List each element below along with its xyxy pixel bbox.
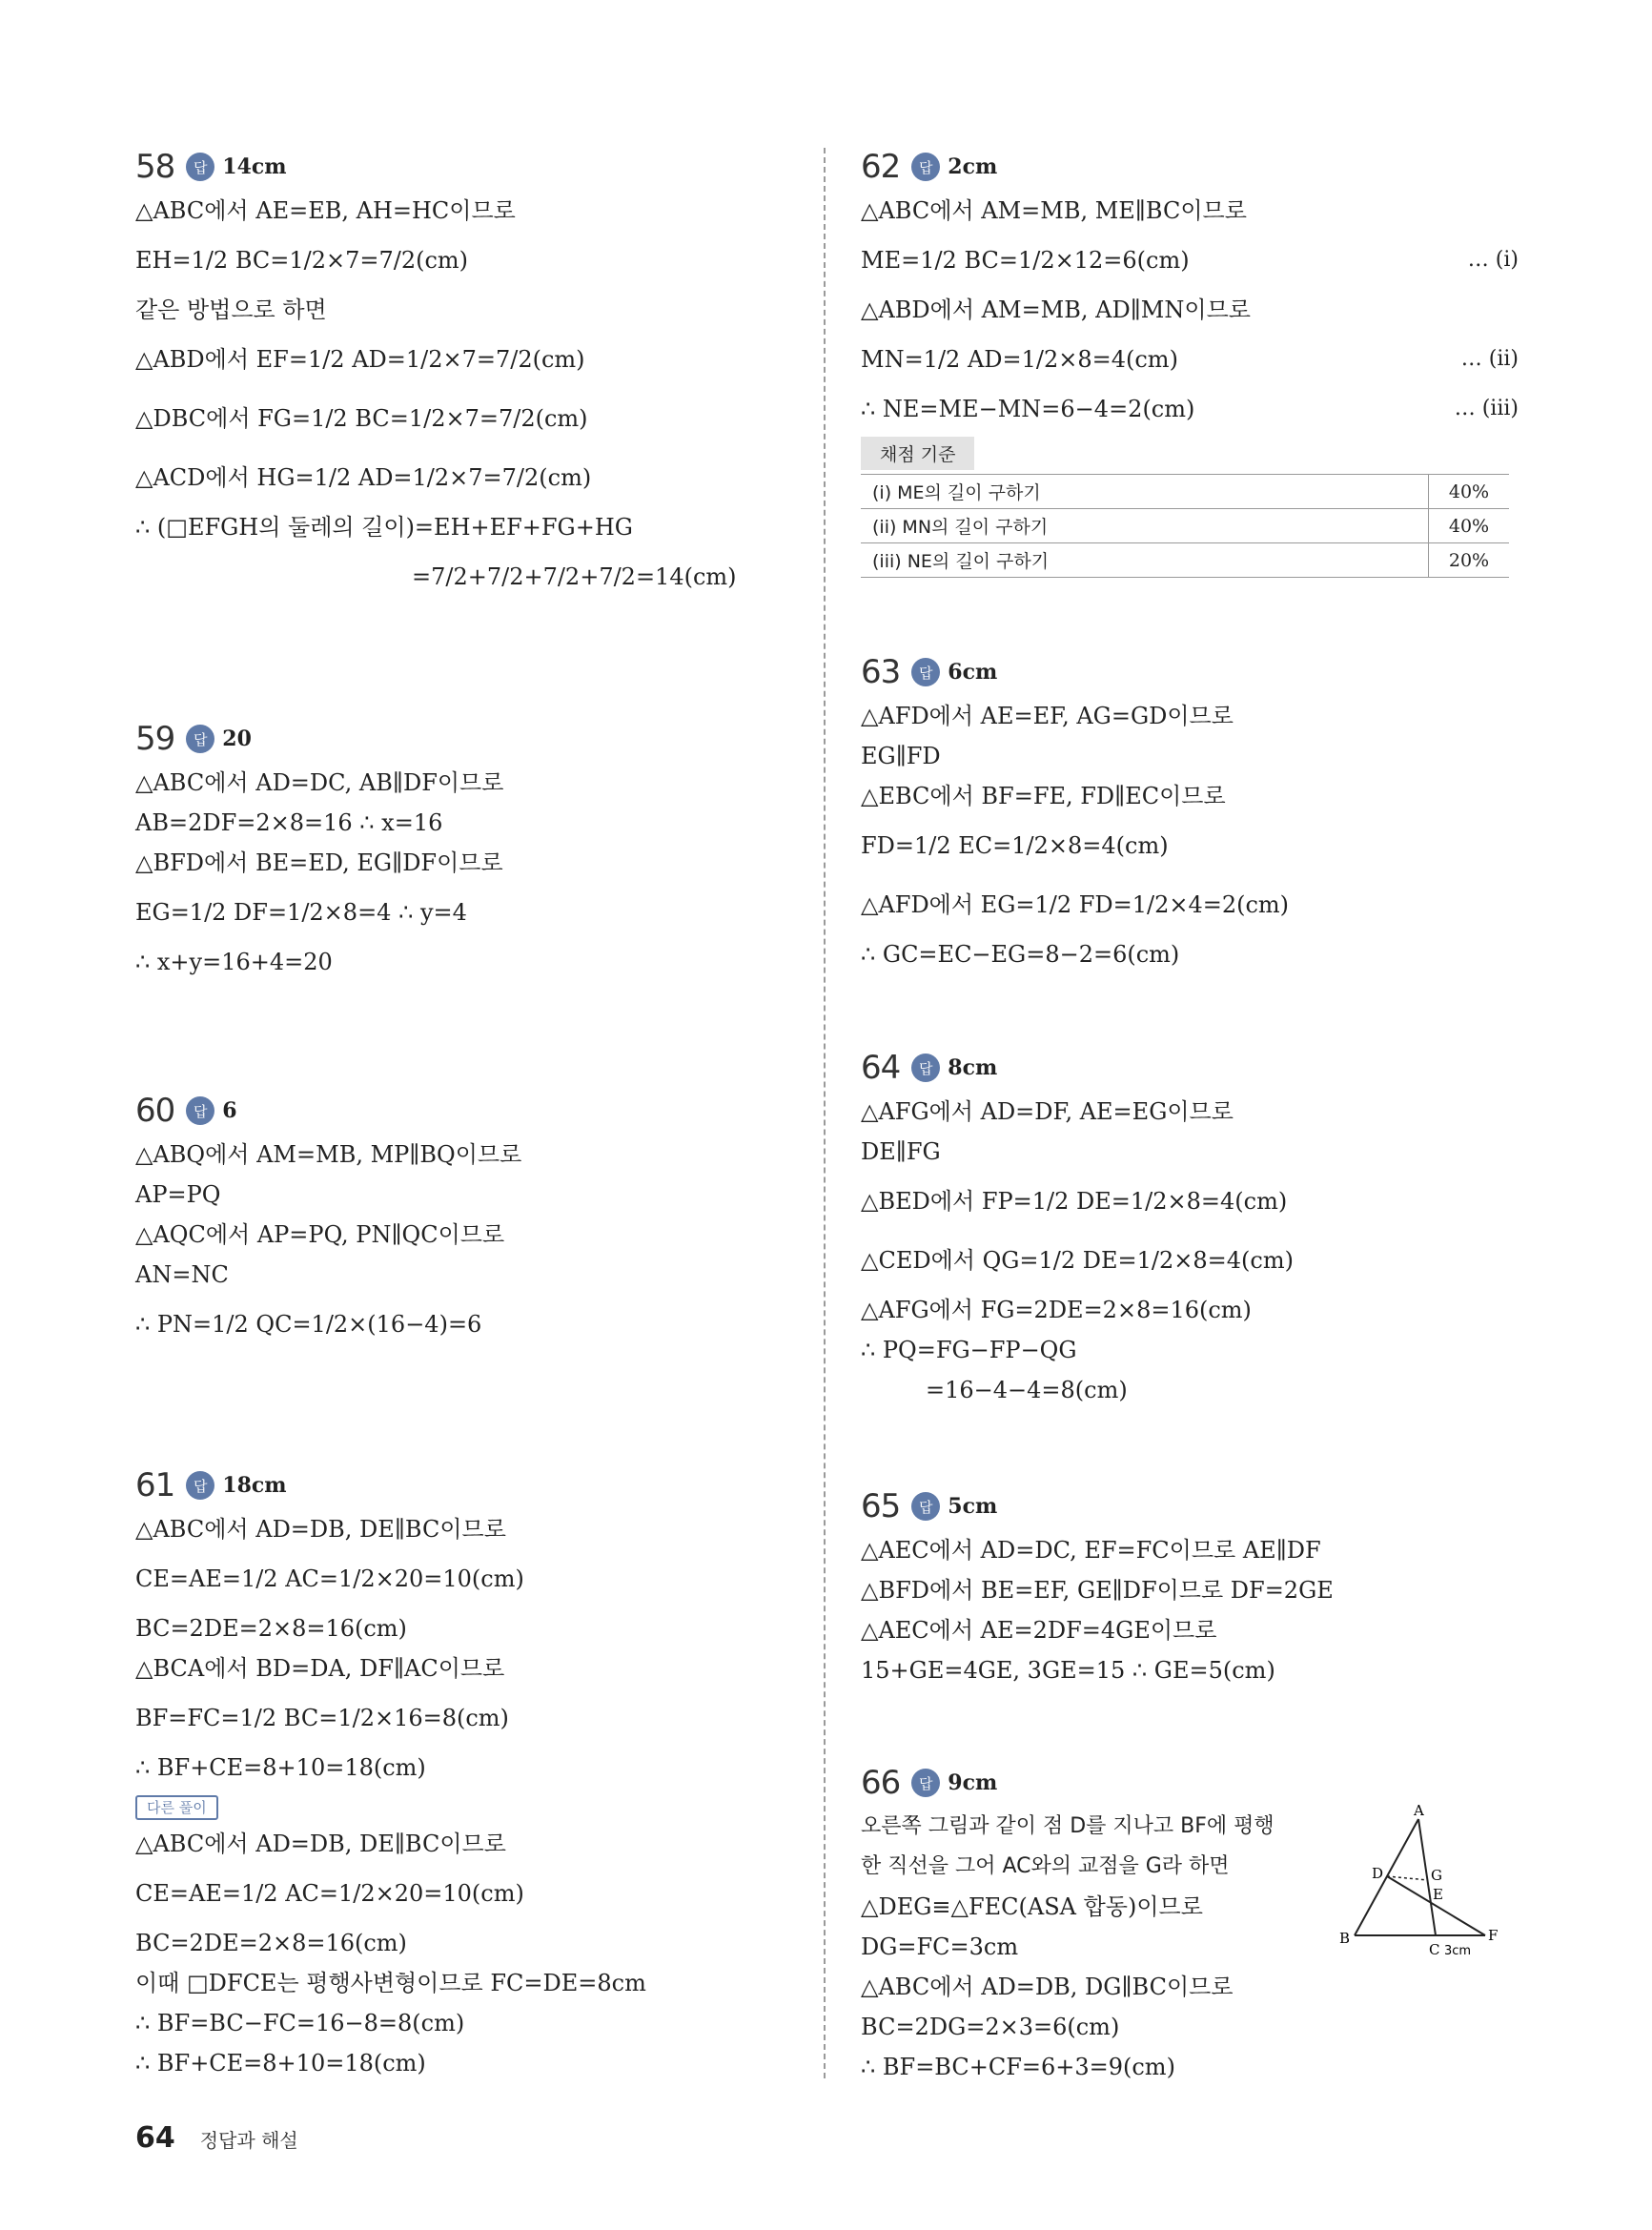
answer-badge: 답 (186, 1471, 214, 1500)
solution-line: 이때 □DFCE는 평행사변형이므로 FC=DE=8cm (135, 1970, 646, 1996)
answer-value: 9cm (948, 1770, 998, 1795)
solution-line: △AFD에서 AE=EF, AG=GD이므로 (861, 703, 1234, 729)
problem-62 (861, 143, 1519, 578)
solution-line: 같은 방법으로 하면 (135, 297, 327, 323)
solution-line: △DEG≡△FEC(ASA 합동)이므로 (861, 1893, 1203, 1920)
solution-line: 15+GE=4GE, 3GE=15 ∴ GE=5(cm) (861, 1657, 1275, 1684)
answer-value: 6cm (948, 660, 998, 685)
solution-line: DG=FC=3cm (861, 1933, 1019, 1960)
solution-line-wrap (861, 330, 1519, 389)
triangle-figure (1337, 1802, 1499, 1964)
grading-item: (iii) NE의 길이 구하기 (861, 543, 1429, 578)
solution-line: =16−4−4=8(cm) (926, 1377, 1128, 1403)
problem-65 (861, 1483, 1519, 1690)
step-marker: … (iii) (1454, 397, 1519, 420)
label-e: E (1433, 1886, 1443, 1903)
answer-badge: 답 (911, 153, 940, 181)
table-row (861, 509, 1509, 543)
grading-item: (ii) MN의 길이 구하기 (861, 509, 1429, 543)
problem-number: 58 (135, 148, 175, 186)
solution-line: AB=2DF=2×8=16 ∴ x=16 (135, 809, 443, 836)
solution-line: △AFG에서 FG=2DE=2×8=16(cm) (861, 1297, 1252, 1323)
grading-item: (i) ME의 길이 구하기 (861, 475, 1429, 509)
solution-line: ME=1/2 BC=1/2×12=6(cm) (861, 247, 1190, 274)
solution-line: △ABC에서 AD=DB, DG∥BC이므로 (861, 1974, 1234, 2000)
problem-63 (861, 648, 1519, 974)
column-divider (824, 148, 826, 2078)
table-row (861, 543, 1509, 578)
label-g: G (1431, 1867, 1442, 1884)
solution-line: △ABD에서 EF=1/2 AD=1/2×7=7/2(cm) (135, 346, 585, 373)
solution-line-wrap (861, 231, 1519, 290)
solution-line: △BCA에서 BD=DA, DF∥AC이므로 (135, 1655, 505, 1682)
problem-header (861, 1044, 1519, 1092)
answer-value: 18cm (222, 1473, 287, 1498)
answer-badge: 답 (911, 1492, 940, 1521)
solution-line: △ABC에서 AD=DB, DE∥BC이므로 (135, 1516, 506, 1543)
solution-line: AN=NC (135, 1261, 229, 1288)
label-b: B (1339, 1930, 1351, 1947)
solution-line: EG=1/2 DF=1/2×8=4 ∴ y=4 (135, 899, 467, 926)
problem-number: 64 (861, 1049, 901, 1087)
label-measure: 3cm (1444, 1944, 1472, 1958)
problem-number: 65 (861, 1487, 901, 1525)
page-number: 64 (135, 2121, 175, 2155)
label-a: A (1414, 1802, 1424, 1819)
alternative-solution-label: 다른 풀이 (135, 1795, 218, 1820)
solution-line: BF=FC=1/2 BC=1/2×16=8(cm) (135, 1705, 509, 1731)
solution-line: =7/2+7/2+7/2+7/2=14(cm) (412, 563, 737, 590)
answer-value: 20 (222, 726, 252, 751)
answer-value: 5cm (948, 1494, 998, 1519)
solution-line: 한 직선을 그어 AC와의 교점을 G라 하면 (861, 1854, 1230, 1878)
solution-line: DE∥FG (861, 1138, 941, 1165)
problem-number: 62 (861, 148, 901, 186)
solution-line: ∴ BF+CE=8+10=18(cm) (135, 2050, 426, 2077)
solution-line: ∴ BF=BC−FC=16−8=8(cm) (135, 2010, 465, 2036)
problem-66 (861, 1759, 1519, 2087)
problem-header (861, 1483, 1519, 1530)
answer-value: 14cm (222, 154, 287, 179)
answer-badge: 답 (186, 725, 214, 753)
solution-line: ∴ x+y=16+4=20 (135, 949, 333, 975)
problem-number: 60 (135, 1092, 175, 1130)
answer-value: 2cm (948, 154, 998, 179)
solution-line: △ABC에서 AE=EB, AH=HC이므로 (135, 197, 516, 224)
solution-line: CE=AE=1/2 AC=1/2×20=10(cm) (135, 1565, 524, 1592)
solution-line: ∴ NE=ME−MN=6−4=2(cm) (861, 396, 1195, 422)
solution-line: △ABD에서 AM=MB, AD∥MN이므로 (861, 297, 1251, 323)
problem-header (135, 143, 793, 191)
label-d: D (1372, 1865, 1384, 1882)
solution-line: △AFG에서 AD=DF, AE=EG이므로 (861, 1098, 1234, 1125)
solution-line: BC=2DG=2×3=6(cm) (861, 2014, 1120, 2040)
problem-number: 59 (135, 720, 175, 758)
solution-line: △CED에서 QG=1/2 DE=1/2×8=4(cm) (861, 1247, 1294, 1274)
solution-line: △ABC에서 AD=DB, DE∥BC이므로 (135, 1831, 506, 1857)
solution-line: MN=1/2 AD=1/2×8=4(cm) (861, 346, 1178, 373)
problem-number: 61 (135, 1466, 175, 1504)
step-marker: … (i) (1467, 248, 1519, 272)
solution-line: ∴ GC=EC−EG=8−2=6(cm) (861, 941, 1180, 968)
triangle-side-ab (1355, 1819, 1418, 1935)
problem-59 (135, 715, 793, 982)
problem-60 (135, 1087, 793, 1354)
solution-line: △BED에서 FP=1/2 DE=1/2×8=4(cm) (861, 1188, 1288, 1215)
solution-line: △ABQ에서 AM=MB, MP∥BQ이므로 (135, 1141, 522, 1168)
grading-percent: 40% (1429, 509, 1510, 543)
answer-badge: 답 (911, 1054, 940, 1082)
solution-line: △BFD에서 BE=ED, EG∥DF이므로 (135, 849, 503, 876)
solution-line: ∴ PN=1/2 QC=1/2×(16−4)=6 (135, 1311, 482, 1338)
solution-line: △BFD에서 BE=EF, GE∥DF이므로 DF=2GE (861, 1577, 1334, 1604)
answer-badge: 답 (186, 1096, 214, 1125)
grading-criteria-title: 채점 기준 (861, 437, 974, 470)
table-row (861, 475, 1509, 509)
solution-line: EG∥FD (861, 743, 941, 769)
solution-line: △ABC에서 AM=MB, ME∥BC이므로 (861, 197, 1247, 224)
solution-line: ∴ PQ=FG−FP−QG (861, 1337, 1077, 1363)
solution-line: FD=1/2 EC=1/2×8=4(cm) (861, 832, 1169, 859)
solution-line: BC=2DE=2×8=16(cm) (135, 1615, 407, 1642)
answer-badge: 답 (186, 153, 214, 181)
answer-badge: 답 (911, 658, 940, 686)
grading-table (861, 474, 1509, 578)
page-footer (135, 2121, 298, 2155)
solution-line: 오른쪽 그림과 같이 점 D를 지나고 BF에 평행 (861, 1814, 1275, 1838)
grading-percent: 40% (1429, 475, 1510, 509)
solution-line: △ABC에서 AD=DC, AB∥DF이므로 (135, 769, 504, 796)
solution-line: △AEC에서 AE=2DF=4GE이므로 (861, 1617, 1217, 1644)
problem-number: 63 (861, 653, 901, 691)
solution-line: △EBC에서 BF=FE, FD∥EC이므로 (861, 783, 1226, 809)
solution-line: △DBC에서 FG=1/2 BC=1/2×7=7/2(cm) (135, 405, 588, 432)
problem-61 (135, 1462, 793, 2083)
solution-line: CE=AE=1/2 AC=1/2×20=10(cm) (135, 1880, 524, 1907)
problem-header (135, 1087, 793, 1135)
step-marker: … (ii) (1460, 347, 1519, 371)
solution-line: ∴ BF=BC+CF=6+3=9(cm) (861, 2054, 1175, 2080)
solution-line: EH=1/2 BC=1/2×7=7/2(cm) (135, 247, 469, 274)
solution-line: △AQC에서 AP=PQ, PN∥QC이므로 (135, 1221, 505, 1248)
solution-line: △AEC에서 AD=DC, EF=FC이므로 AE∥DF (861, 1537, 1321, 1564)
problem-header (135, 715, 793, 763)
solution-line: ∴ BF+CE=8+10=18(cm) (135, 1754, 426, 1781)
solution-line: △AFD에서 EG=1/2 FD=1/2×4=2(cm) (861, 891, 1290, 918)
problem-header (861, 143, 1519, 191)
answer-badge: 답 (911, 1769, 940, 1797)
solution-line: BC=2DE=2×8=16(cm) (135, 1930, 407, 1956)
problem-64 (861, 1044, 1519, 1410)
answer-value: 6 (222, 1098, 237, 1123)
problem-58 (135, 143, 793, 606)
label-f: F (1488, 1927, 1499, 1944)
solution-line: △ACD에서 HG=1/2 AD=1/2×7=7/2(cm) (135, 464, 592, 491)
solution-line: ∴ (□EFGH의 둘레의 길이)=EH+EF+FG+HG (135, 514, 633, 541)
problem-header (861, 1759, 1519, 1807)
problem-header (135, 1462, 793, 1509)
problem-header (861, 648, 1519, 696)
grading-percent: 20% (1429, 543, 1510, 578)
answer-value: 8cm (948, 1055, 998, 1080)
solution-line-wrap (861, 389, 1519, 429)
solution-line: AP=PQ (135, 1181, 221, 1208)
label-c: C (1429, 1941, 1440, 1958)
footer-title: 정답과 해설 (199, 2129, 298, 2152)
problem-number: 66 (861, 1764, 901, 1802)
